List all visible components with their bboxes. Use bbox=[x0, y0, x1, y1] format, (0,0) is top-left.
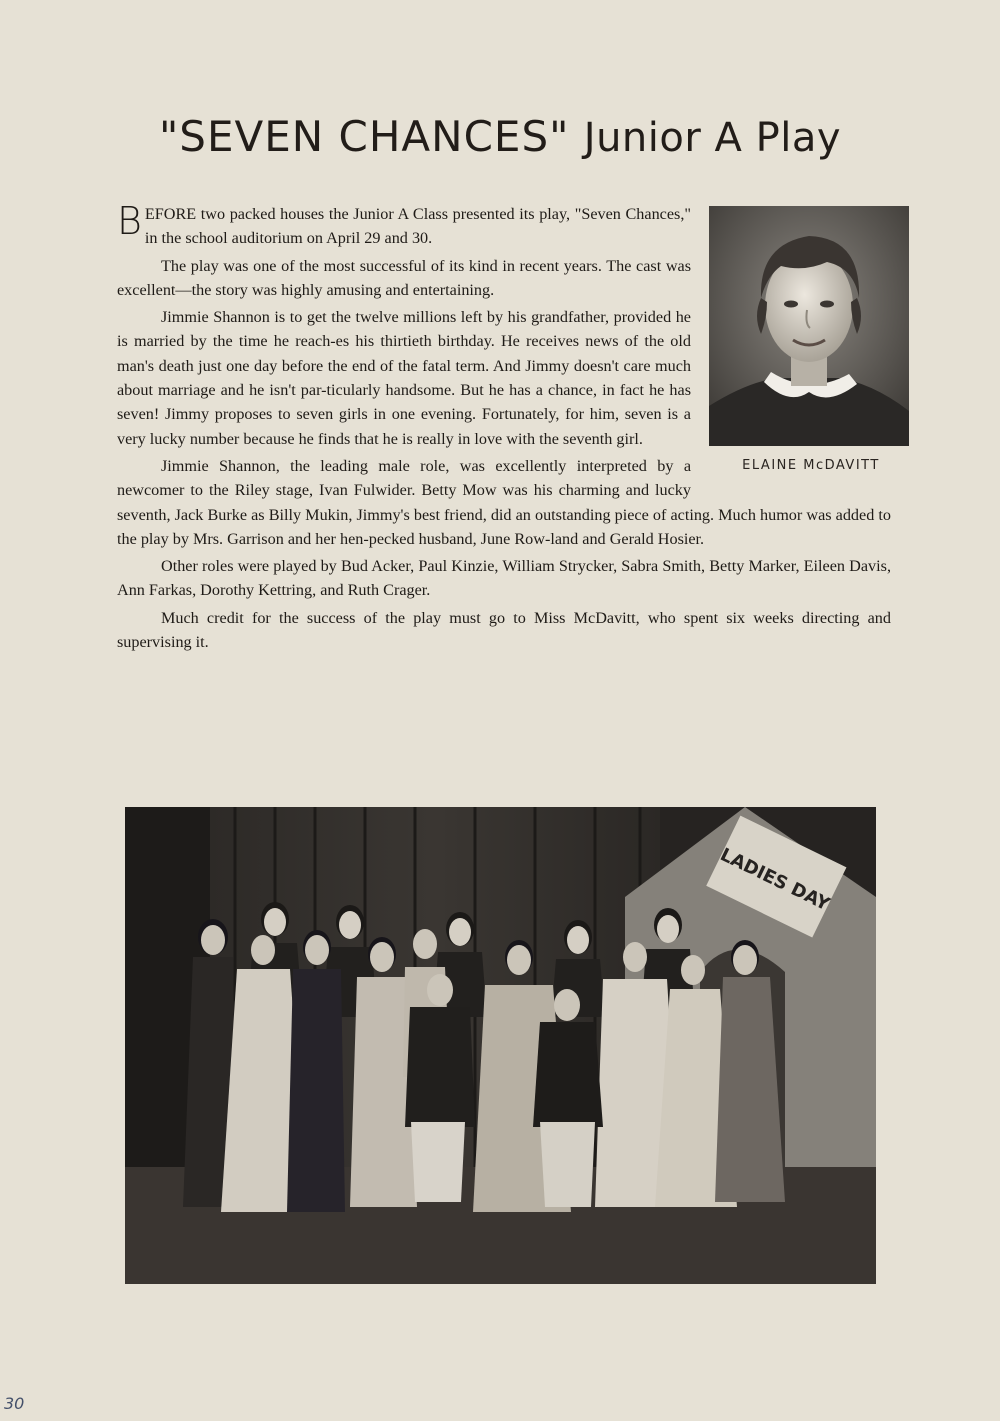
paragraph-5: Other roles were played by Bud Acker, Paul Kinzie, William Strycker, Sabra Smith, Betty Marker, Eileen Davis, Ann Farkas, Dorothy Kettring, and Ruth Crager. bbox=[117, 557, 891, 600]
drop-cap: B bbox=[117, 199, 142, 243]
title-play-name: "SEVEN CHANCES" bbox=[158, 112, 570, 161]
article-body bbox=[117, 199, 891, 657]
portrait-caption: ELAINE McDAVITT bbox=[742, 458, 880, 473]
paragraph-6: Much credit for the success of the play must go to Miss McDavitt, who spent six weeks directing and supervising it. bbox=[117, 608, 891, 652]
paragraph-2: The play was one of the most successful of its kind in recent years. The cast was excellent—the story was highly amusing and entertaining. bbox=[117, 256, 691, 299]
page-title bbox=[0, 112, 1000, 161]
banner-text: LADIES DAY bbox=[716, 844, 833, 916]
page-number: 30 bbox=[4, 1394, 25, 1413]
cast-group-photo bbox=[125, 807, 876, 1284]
portrait-photo bbox=[709, 206, 909, 446]
paragraph-4: Jimmie Shannon, the leading male role, was excellently interpreted by a newcomer to the Riley stage, Ivan Fulwider. Betty Mow was his charming and lucky seventh, Jack Burke as Billy Mukin, Jimmy's best friend, did an outstanding piece of acting. Much humor was added to the play by Mrs. Garrison and her hen-pecked husband, June Row-land and Gerald Hosier. bbox=[117, 456, 891, 548]
title-subtitle: Junior A Play bbox=[583, 115, 842, 161]
portrait-figure bbox=[709, 206, 913, 478]
paragraph-3: Jimmie Shannon is to get the twelve millions left by his grandfather, provided he is married by the time he reach-es his thirtieth birthday. He receives news of the old man's death just one day before the end of the fatal term. And Jimmy doesn't care much about marriage and he isn't par-ticularly handsome. But he has a chance, in fact he has seven! Jimmy proposes to seven girls in one evening. Fortunately, for him, seven is a very lucky number because he finds that he is really in love with the seventh girl. bbox=[117, 308, 691, 448]
paragraph-1: BEFORE two packed houses the Junior A Class presented its play, "Seven Chances," in the school auditorium on April 29 and 30. bbox=[117, 199, 691, 248]
